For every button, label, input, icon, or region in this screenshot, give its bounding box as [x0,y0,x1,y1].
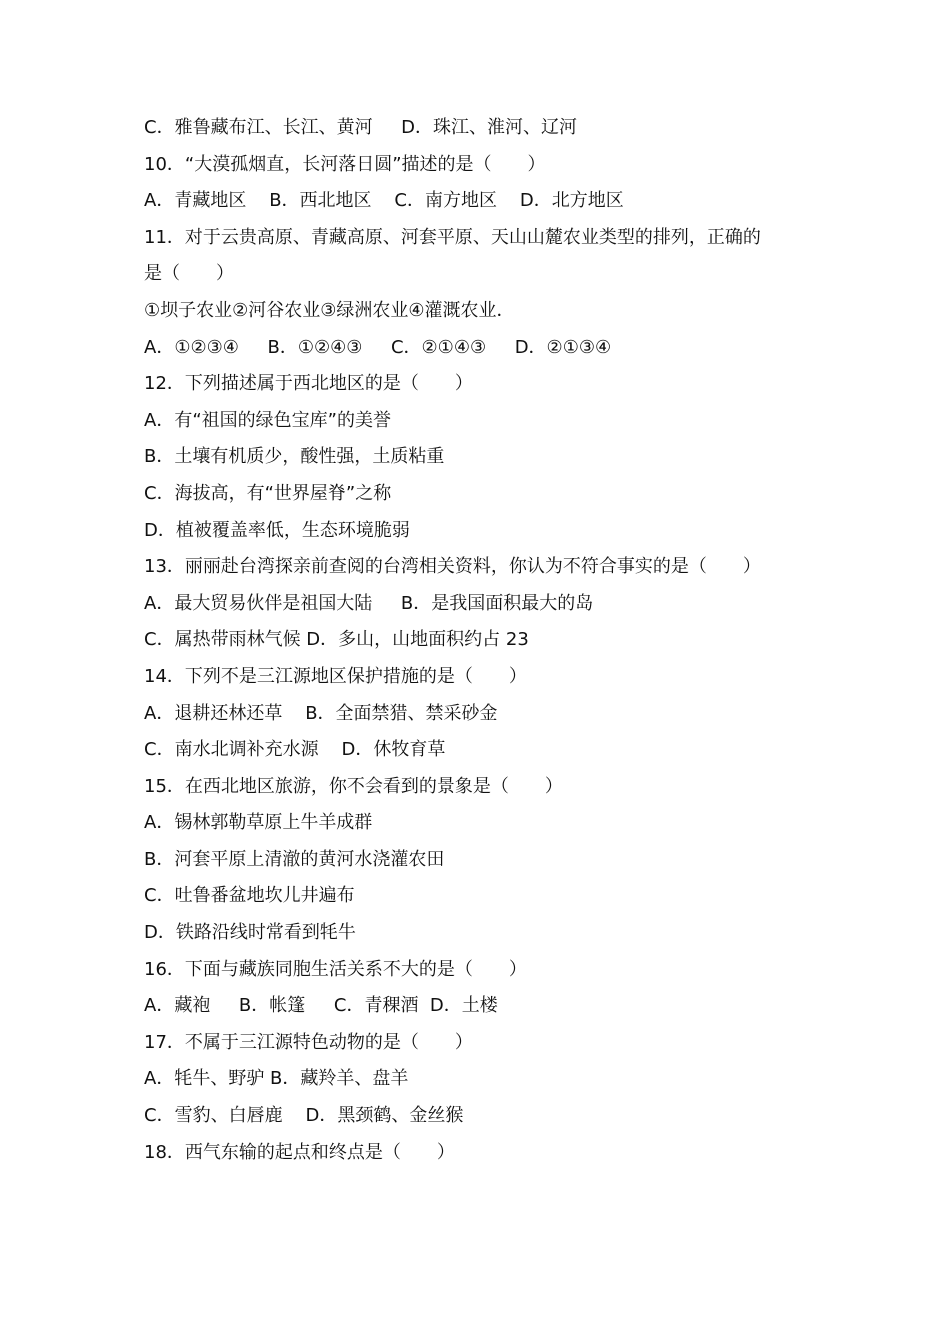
option-12-a: A．有“祖国的绿色宝库”的美誉 [144,409,391,431]
question-11-items: ①坝子农业②河谷农业③绿洲农业④灌溉农业． [144,299,515,321]
option-12-b: B．土壤有机质少，酸性强，土质粘重 [144,446,445,468]
options-13-cd: C．属热带雨林气候 D．多山，山地面积约占 23 [144,629,529,651]
question-17: 17．不属于三江源特色动物的是（ ） [144,1031,473,1053]
options-13-ab: A．最大贸易伙伴是祖国大陆 B．是我国面积最大的岛 [144,592,594,614]
options-16: A．藏袍 B．帐篷 C．青稞酒 D．土楼 [144,995,498,1017]
options-10: A．青藏地区 B．西北地区 C．南方地区 D．北方地区 [144,190,624,212]
question-18: 18．西气东输的起点和终点是（ ） [144,1141,455,1163]
question-15: 15．在西北地区旅游，你不会看到的景象是（ ） [144,775,563,797]
options-17-cd: C．雪豹、白唇鹿 D．黑颈鹤、金丝猴 [144,1105,464,1127]
question-16: 16．下面与藏族同胞生活关系不大的是（ ） [144,958,527,980]
question-11: 11．对于云贵高原、青藏高原、河套平原、天山山麓农业类型的排列，正确的 [144,226,761,248]
option-12-d: D．植被覆盖率低，生态环境脆弱 [144,519,410,541]
question-13: 13．丽丽赴台湾探亲前查阅的台湾相关资料，你认为不符合事实的是（ ） [144,556,761,578]
option-15-b: B．河套平原上清澈的黄河水浇灌农田 [144,848,445,870]
question-list [144,110,814,1171]
option-15-d: D．铁路沿线时常看到牦牛 [144,922,356,944]
question-10: 10．“大漠孤烟直，长河落日圆”描述的是（ ） [144,153,546,175]
option-15-c: C．吐鲁番盆地坎儿井遍布 [144,885,355,907]
option-15-a: A．锡林郭勒草原上牛羊成群 [144,812,373,834]
options-11: A．①②③④ B．①②④③ C．②①④③ D．②①③④ [144,336,612,358]
option-12-c: C．海拔高，有“世界屋脊”之称 [144,482,392,504]
options-14-cd: C．南水北调补充水源 D．休牧育草 [144,739,446,761]
question-11-continued: 是（ ） [144,263,234,285]
question-14: 14．下列不是三江源地区保护措施的是（ ） [144,665,527,687]
option-line: C．雅鲁藏布江、长江、黄河 D．珠江、淮河、辽河 [144,117,578,138]
question-12: 12．下列描述属于西北地区的是（ ） [144,373,473,395]
options-14-ab: A．退耕还林还草 B．全面禁猎、禁采砂金 [144,702,498,724]
options-17-ab: A．牦牛、野驴 B．藏羚羊、盘羊 [144,1068,409,1090]
